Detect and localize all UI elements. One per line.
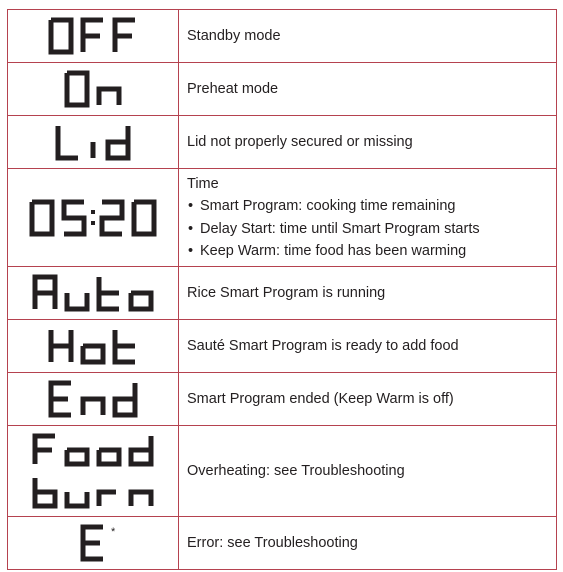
description-text: Standby mode (187, 27, 281, 44)
description-text: Smart Program ended (Keep Warm is off) (187, 390, 454, 407)
display-code-cell (8, 373, 179, 425)
lcd-code-end (45, 380, 141, 418)
description-cell (179, 267, 557, 319)
table-row (8, 426, 557, 517)
display-code-cell (8, 10, 179, 62)
asterisk-mark: * (111, 526, 116, 538)
description-text: Sauté Smart Program is ready to add food (187, 337, 459, 354)
display-code-cell (8, 267, 179, 319)
description-cell (179, 373, 557, 425)
lcd-code-auto (29, 274, 157, 312)
lcd-code-lid (52, 123, 134, 161)
lcd-colon (91, 210, 95, 225)
display-code-cell (8, 63, 179, 115)
table-row (8, 63, 557, 116)
description-cell (179, 517, 557, 569)
table-row (8, 373, 557, 426)
display-code-cell (8, 517, 179, 569)
lcd-code-food-burn (29, 433, 157, 509)
description-cell (179, 320, 557, 372)
lcd-code-on (61, 70, 125, 108)
description-cell (179, 10, 557, 62)
table-row (8, 267, 557, 320)
table-row (8, 10, 557, 63)
description-cell (179, 116, 557, 168)
display-codes-table (7, 9, 557, 570)
table-row (8, 116, 557, 169)
description-bullet-list (187, 195, 556, 263)
display-code-cell (8, 116, 179, 168)
description-cell (179, 169, 557, 266)
display-code-cell (8, 320, 179, 372)
description-cell (179, 426, 557, 516)
list-item: • Keep Warm: time food has been warming (187, 240, 556, 263)
table-row (8, 320, 557, 373)
description-text: Preheat mode (187, 80, 279, 97)
description-text: Lid not properly secured or missing (187, 133, 413, 150)
display-code-cell (8, 426, 179, 516)
table-row (8, 517, 557, 570)
lcd-code-hot (45, 327, 141, 365)
list-item: • Smart Program: cooking time remaining (187, 195, 556, 218)
display-code-cell (8, 169, 179, 266)
description-cell (179, 63, 557, 115)
lcd-code-off (45, 17, 141, 55)
lcd-code-error (77, 524, 109, 562)
description-heading: Time (187, 175, 219, 192)
table-row (8, 169, 557, 267)
list-item: • Delay Start: time until Smart Program starts (187, 218, 556, 241)
lcd-code-time (26, 199, 160, 237)
description-text: Overheating: see Troubleshooting (187, 462, 405, 479)
description-text: Error: see Troubleshooting (187, 534, 358, 551)
description-text: Rice Smart Program is running (187, 284, 386, 301)
